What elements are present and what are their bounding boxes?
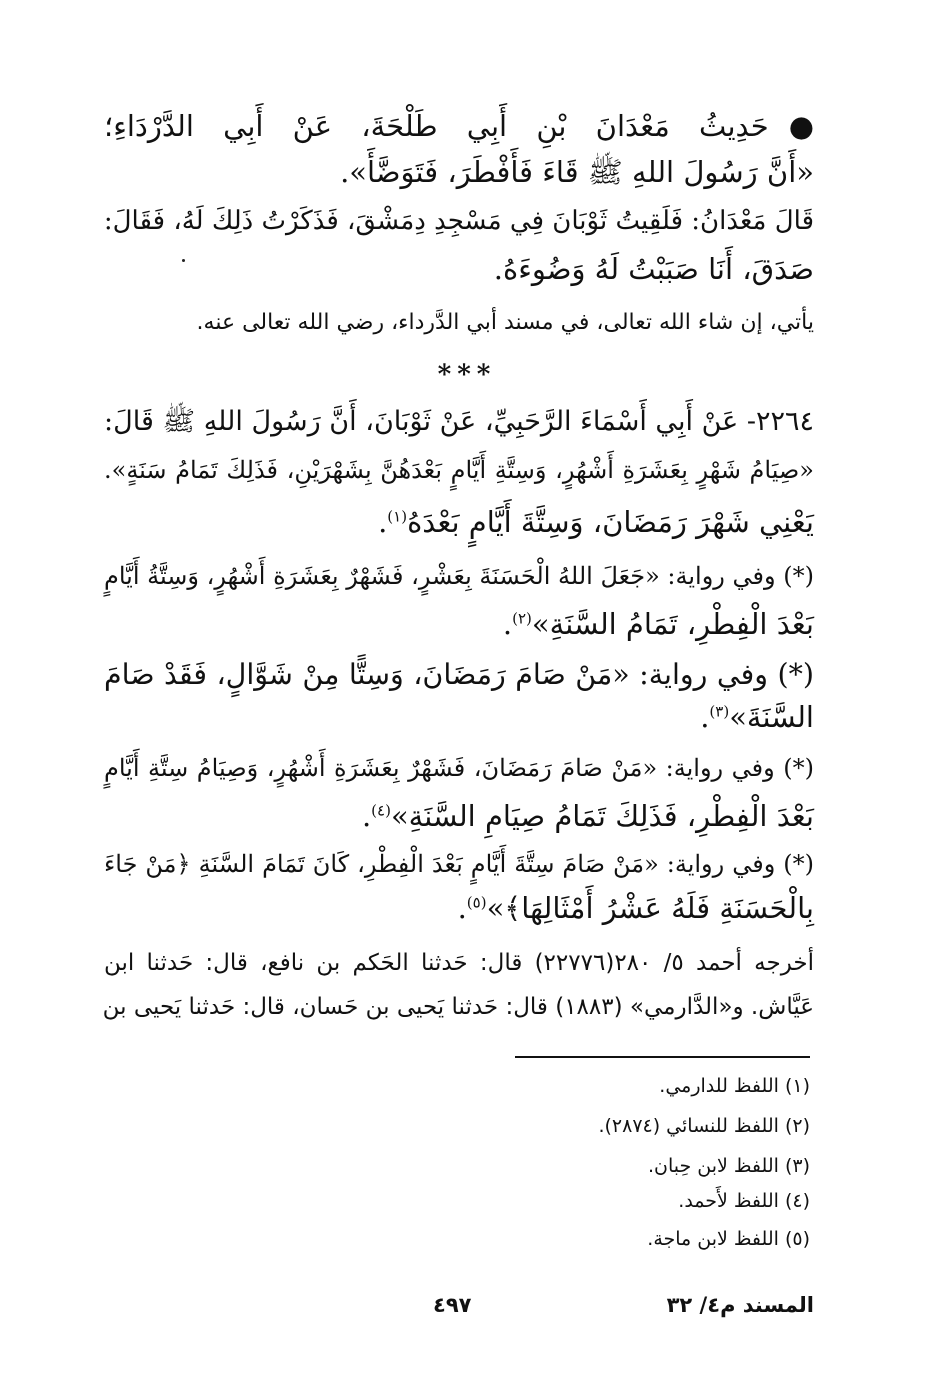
paragraph-1-line-3: قَالَ مَعْدَانُ: فَلَقِيتُ ثَوْبَانَ فِي مَسْجِدِ دِمَشْقَ، فَذَكَرْتُ ذَلِكَ لَهُ، فَقَالَ:: [103, 206, 814, 236]
footnote-5: (٥) اللفظ لابن ماجة.: [647, 1228, 810, 1250]
riwaya-4-period: .: [457, 891, 467, 925]
footnote-ref-5: (٥): [466, 893, 487, 912]
paragraph-1-line-2: «أَنَّ رَسُولَ اللهِ ﷺ قَاءَ فَأَفْطَرَ، فَتَوَضَّأَ».: [340, 155, 814, 189]
riwaya-4-line-2: [104, 891, 814, 925]
takhrij-line-1: أخرجه أحمد ٥/ ٢٨٠(٢٢٧٧٦) قال: حَدثنا الحَكم بن نافع، قال: حَدثنا ابن: [104, 950, 815, 976]
riwaya-2-line-2: [104, 700, 814, 734]
ink-speck: [182, 259, 185, 262]
footnote-ref-1: (١): [387, 507, 408, 526]
section-separator: ***: [437, 360, 497, 390]
riwaya-4-text: بِالْحَسَنَةِ فَلَهُ عَشْرُ أَمْثَالِهَا﴾»: [486, 891, 814, 925]
hadith-line-3-period: .: [378, 505, 388, 539]
footnote-3: (٣) اللفظ لابن حِبان.: [647, 1155, 810, 1177]
page-number: ٤٩٧: [433, 1293, 472, 1317]
riwaya-2-line-1: (*) وفي رواية: «مَنْ صَامَ رَمَضَانَ، وَسِتًّا مِنْ شَوَّالٍ، فَقَدْ صَامَ: [104, 658, 814, 691]
paragraph-1-line-1: ●حَدِيثُ مَعْدَانَ بْنِ أَبِي طَلْحَةَ، عَنْ أَبِي الدَّرْدَاءِ؛: [104, 109, 814, 143]
riwaya-1-line-1: (*) وفي رواية: «جَعَلَ اللهُ الْحَسَنَةَ بِعَشْرٍ، فَشَهْرٌ بِعَشَرَةِ أَشْهُرٍ، وَسِتَّةُ أَيَّامٍ: [104, 562, 815, 590]
riwaya-4-line-1: (*) وفي رواية: «مَنْ صَامَ سِتَّةَ أَيَّامٍ بَعْدَ الْفِطْرِ، كَانَ تَمَامَ السَّنَةِ ﴿مَنْ جَاءَ: [104, 850, 814, 878]
riwaya-3-line-2: [104, 799, 814, 833]
takhrij-line-2: عَيَّاش. و«الدَّارمي» (١٨٨٣) قال: حَدثنا يَحيى بن حَسان، قال: حَدثنا يَحيى بن: [102, 994, 814, 1020]
footnote-ref-4: (٤): [371, 801, 391, 820]
hadith-line-1: ٢٢٦٤- عَنْ أَبِي أَسْمَاءَ الرَّحَبِيِّ، عَنْ ثَوْبَانَ، أَنَّ رَسُولَ اللهِ ﷺ قَالَ:: [104, 406, 814, 437]
riwaya-1-line-2: [104, 607, 814, 641]
volume-marker: المسند م٤/ ٣٢: [666, 1293, 814, 1317]
hadith-line-2: «صِيَامُ شَهْرٍ بِعَشَرَةِ أَشْهُرٍ، وَسِتَّةِ أَيَّامٍ بَعْدَهُنَّ بِشَهْرَيْنِ، فَذَلِكَ تَمَامُ سَنَةٍ».: [104, 456, 814, 484]
footnote-ref-3: (٣): [709, 702, 730, 721]
riwaya-3-line-1: (*) وفي رواية: «مَنْ صَامَ رَمَضَانَ، فَشَهْرٌ بِعَشَرَةِ أَشْهُرٍ، وَصِيَامُ سِتَّةِ أَيَّامٍ: [104, 754, 814, 782]
footnote-separator: [515, 1056, 810, 1058]
cross-reference-note: يأتي، إن شاء الله تعالى، في مسند أبي الدَّرداء، رضي الله تعالى عنه.: [196, 310, 814, 335]
footnote-2: (٢) اللفظ للنسائي (٢٨٧٤).: [598, 1115, 810, 1137]
hadith-line-3: [104, 505, 814, 539]
footnote-1: (١) اللفظ للدارمي.: [659, 1075, 810, 1097]
footnote-ref-2: (٢): [512, 609, 532, 628]
riwaya-3-text: بَعْدَ الْفِطْرِ، فَذَلِكَ تَمَامُ صِيَامِ السَّنَةِ»: [390, 799, 814, 833]
riwaya-1-period: .: [502, 607, 513, 641]
paragraph-1-line-4: صَدَقَ، أَنَا صَبَبْتُ لَهُ وَضُوءَهُ.: [493, 252, 814, 286]
riwaya-3-period: .: [361, 799, 372, 833]
riwaya-2-text: السَّنَةَ»: [729, 700, 814, 734]
hadith-line-3-text: يَعْنِي شَهْرَ رَمَضَانَ، وَسِتَّةَ أَيَّامٍ بَعْدَهُ: [407, 505, 814, 539]
riwaya-2-period: .: [700, 700, 710, 734]
riwaya-1-text: بَعْدَ الْفِطْرِ، تَمَامُ السَّنَةِ»: [531, 607, 814, 641]
footnote-4: (٤) اللفظ لأَحمد.: [678, 1190, 810, 1212]
